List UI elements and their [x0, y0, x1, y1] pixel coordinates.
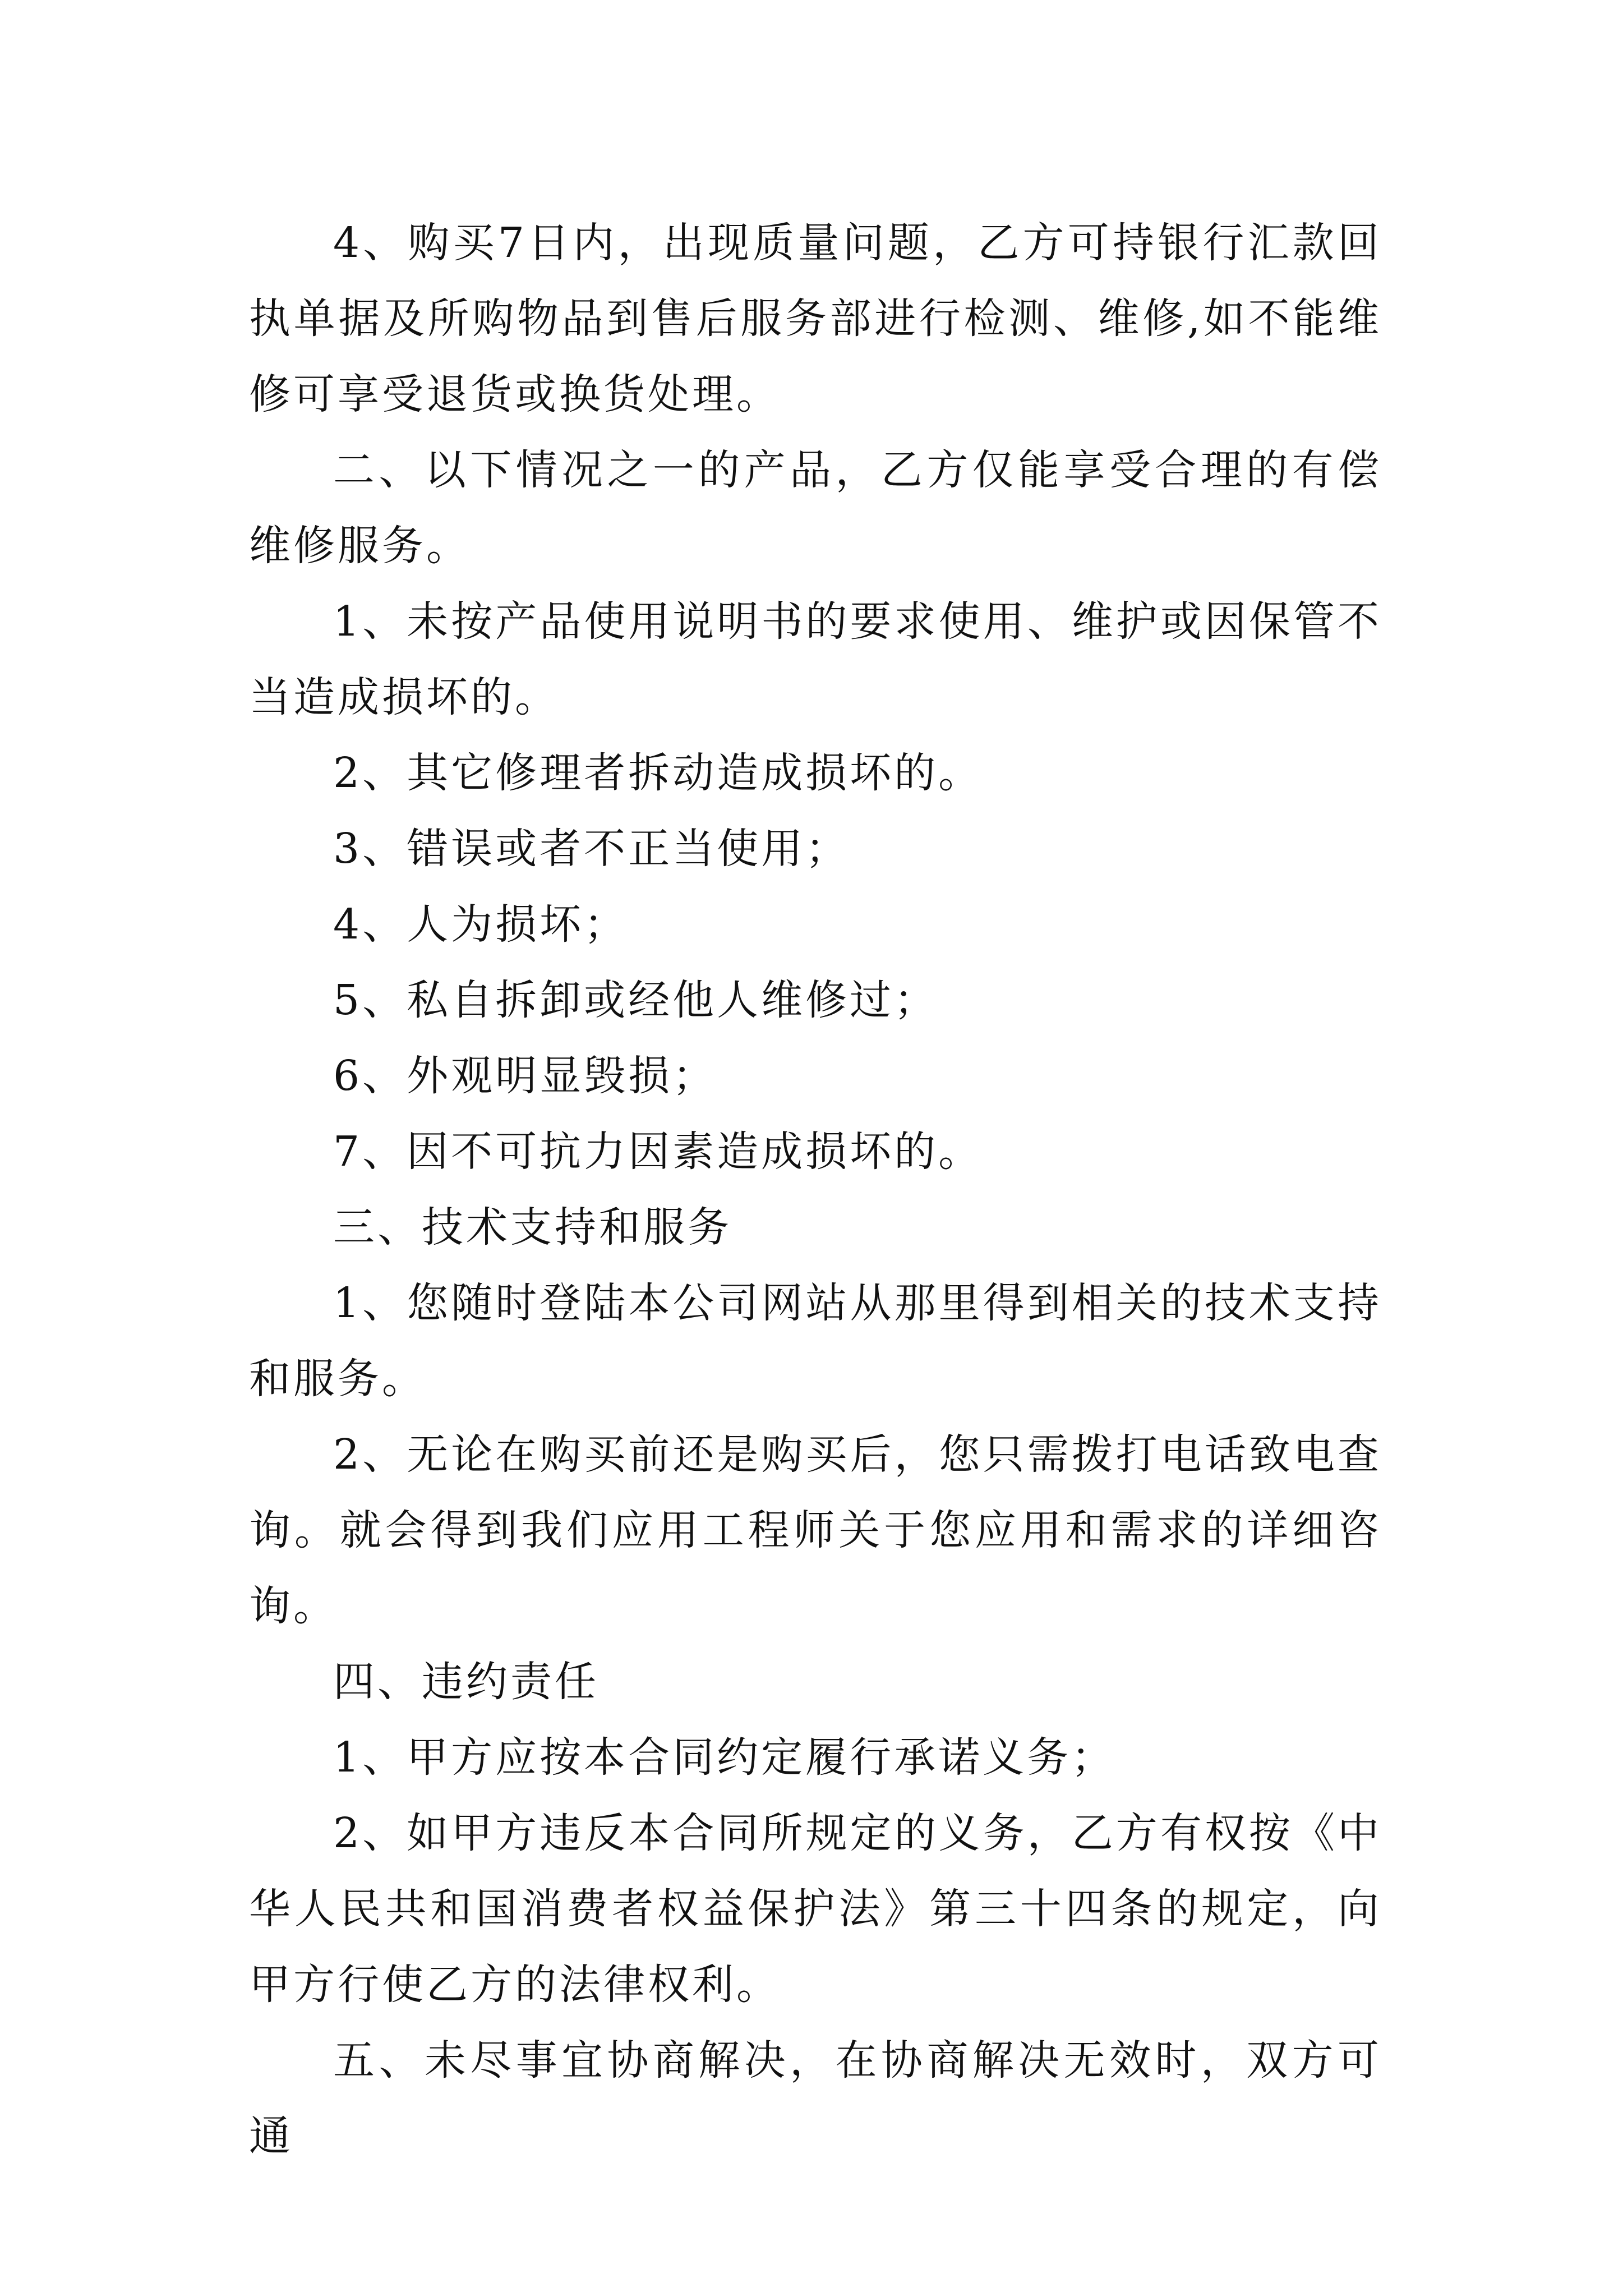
paragraph-10: 三、技术支持和服务 — [333, 1203, 732, 1251]
paragraph-16: 五、未尽事宜协商解决，在协商解决无效时，双方可通 — [249, 2036, 1382, 2160]
paragraph-2: 二、以下情况之一的产品，乙方仅能享受合理的有偿维修服务。 — [249, 446, 1382, 570]
paragraph-13: 四、违约责任 — [333, 1658, 599, 1706]
paragraph-6: 4、人为损坏； — [333, 900, 629, 949]
paragraph-3: 1、未按产品使用说明书的要求使用、维护或因保管不当造成损坏的。 — [249, 597, 1382, 721]
paragraph-9: 7、因不可抗力因素造成损坏的。 — [333, 1128, 983, 1176]
paragraph-1: 4、购买7日内，出现质量问题，乙方可持银行汇款回执单据及所购物品到售后服务部进行检测、维修,如不能维修可享受退货或换货处理。 — [249, 219, 1382, 418]
paragraph-5: 3、错误或者不正当使用； — [333, 825, 850, 873]
document-body — [249, 205, 1382, 2174]
paragraph-14: 1、甲方应按本合同约定履行承诺义务； — [333, 1733, 1116, 1782]
paragraph-15: 2、如甲方违反本合同所规定的义务，乙方有权按《中华人民共和国消费者权益保护法》第三十四条的规定，向甲方行使乙方的法律权利。 — [249, 1809, 1382, 2009]
paragraph-12: 2、无论在购买前还是购买后，您只需拨打电话致电查询。就会得到我们应用工程师关于您应用和需求的详细咨询。 — [249, 1430, 1382, 1630]
paragraph-7: 5、私自拆卸或经他人维修过； — [333, 976, 939, 1024]
paragraph-4: 2、其它修理者拆动造成损坏的。 — [333, 749, 983, 797]
paragraph-11: 1、您随时登陆本公司网站从那里得到相关的技术支持和服务。 — [249, 1279, 1382, 1403]
paragraph-8: 6、外观明显毁损； — [333, 1052, 717, 1100]
